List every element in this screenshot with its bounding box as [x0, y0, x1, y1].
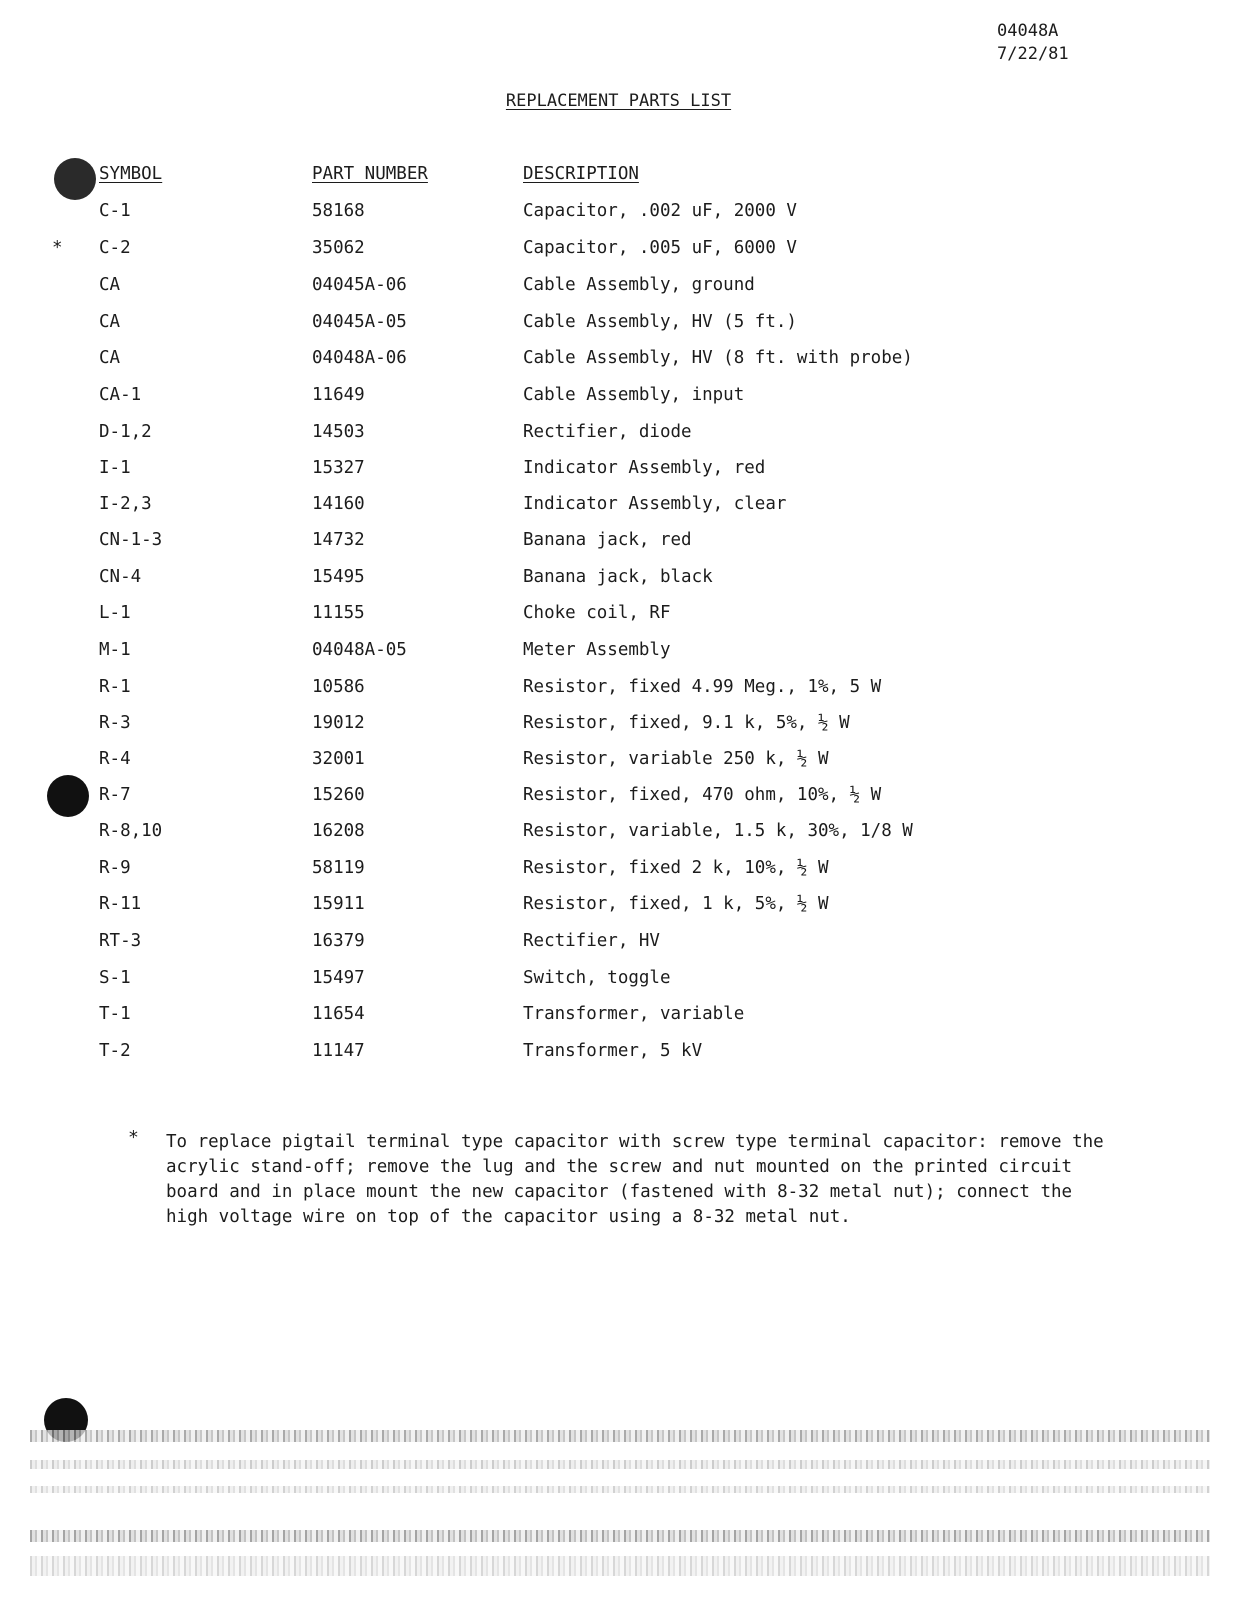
cell-symbol: T-2	[99, 1041, 131, 1061]
cell-symbol: CA	[99, 312, 121, 332]
table-row	[0, 528, 1237, 552]
table-row	[0, 856, 1237, 880]
cell-description: Transformer, 5 kV	[523, 1041, 703, 1061]
cell-part-number: 32001	[312, 749, 365, 769]
cell-part-number: 04048A-06	[312, 348, 407, 368]
table-row	[0, 565, 1237, 589]
cell-symbol: R-3	[99, 713, 131, 733]
table-row	[0, 236, 1237, 260]
cell-description: Resistor, fixed, 1 k, 5%, ½ W	[523, 894, 829, 914]
table-row	[0, 273, 1237, 297]
cell-symbol: R-9	[99, 858, 131, 878]
table-row	[0, 310, 1237, 334]
table-row	[0, 1002, 1237, 1026]
table-header	[0, 162, 1237, 186]
cell-part-number: 11155	[312, 603, 365, 623]
cell-description: Resistor, variable, 1.5 k, 30%, 1/8 W	[523, 821, 913, 841]
page-title	[0, 91, 1237, 111]
cell-symbol: CA-1	[99, 385, 142, 405]
table-row	[0, 747, 1237, 771]
table-row	[0, 966, 1237, 990]
cell-description: Resistor, fixed 4.99 Meg., 1%, 5 W	[523, 677, 882, 697]
table-row	[0, 346, 1237, 370]
table-row	[0, 711, 1237, 735]
cell-description: Resistor, fixed, 470 ohm, 10%, ½ W	[523, 785, 882, 805]
cell-description: Indicator Assembly, red	[523, 458, 766, 478]
cell-symbol: D-1,2	[99, 422, 152, 442]
scan-artifact	[30, 1530, 1210, 1542]
cell-description: Choke coil, RF	[523, 603, 671, 623]
cell-symbol: M-1	[99, 640, 131, 660]
cell-part-number: 11147	[312, 1041, 365, 1061]
cell-symbol: L-1	[99, 603, 131, 623]
cell-description: Banana jack, red	[523, 530, 692, 550]
cell-description: Switch, toggle	[523, 968, 671, 988]
cell-part-number: 04048A-05	[312, 640, 407, 660]
cell-part-number: 04045A-06	[312, 275, 407, 295]
cell-description: Cable Assembly, HV (8 ft. with probe)	[523, 348, 913, 368]
cell-part-number: 58119	[312, 858, 365, 878]
scan-artifact	[30, 1486, 1210, 1493]
cell-part-number: 15260	[312, 785, 365, 805]
cell-symbol: CA	[99, 275, 121, 295]
cell-part-number: 11649	[312, 385, 365, 405]
document-id-block	[997, 20, 1069, 66]
cell-symbol: C-2	[99, 238, 131, 258]
cell-part-number: 14160	[312, 494, 365, 514]
table-row	[0, 199, 1237, 223]
scan-artifact	[30, 1430, 1210, 1442]
header-part-number: PART NUMBER	[312, 164, 428, 184]
scan-artifact	[30, 1460, 1210, 1469]
cell-description: Resistor, fixed, 9.1 k, 5%, ½ W	[523, 713, 850, 733]
document-number: 04048A	[997, 21, 1059, 41]
page-title-text: REPLACEMENT PARTS LIST	[505, 91, 732, 111]
cell-symbol: R-4	[99, 749, 131, 769]
cell-part-number: 16379	[312, 931, 365, 951]
cell-symbol: CA	[99, 348, 121, 368]
header-symbol: SYMBOL	[99, 164, 163, 184]
cell-description: Cable Assembly, input	[523, 385, 745, 405]
cell-symbol: S-1	[99, 968, 131, 988]
cell-description: Capacitor, .002 uF, 2000 V	[523, 201, 797, 221]
cell-symbol: CN-1-3	[99, 530, 163, 550]
cell-symbol: T-1	[99, 1004, 131, 1024]
table-row	[0, 892, 1237, 916]
cell-description: Resistor, variable 250 k, ½ W	[523, 749, 829, 769]
cell-part-number: 14732	[312, 530, 365, 550]
footnote-text: To replace pigtail terminal type capacitor with screw type terminal capacitor: remove the acrylic stand-off; remove the lug and the screw and nut mounted on the printed circuit board and in place mount the new capacitor (fastened with 8-32 metal nut); connect the high voltage wire on top of the capacitor using a 8-32 metal nut.	[166, 1132, 1104, 1227]
cell-description: Rectifier, HV	[523, 931, 660, 951]
cell-part-number: 35062	[312, 238, 365, 258]
footnote-marker: *	[128, 1127, 139, 1148]
cell-symbol: R-8,10	[99, 821, 163, 841]
cell-symbol: I-1	[99, 458, 131, 478]
cell-part-number: 15495	[312, 567, 365, 587]
cell-description: Transformer, variable	[523, 1004, 745, 1024]
table-row	[0, 675, 1237, 699]
table-row	[0, 783, 1237, 807]
cell-part-number: 16208	[312, 821, 365, 841]
cell-symbol: RT-3	[99, 931, 142, 951]
cell-symbol: R-11	[99, 894, 142, 914]
cell-part-number: 11654	[312, 1004, 365, 1024]
cell-symbol: I-2,3	[99, 494, 152, 514]
cell-part-number: 10586	[312, 677, 365, 697]
table-row	[0, 420, 1237, 444]
cell-description: Banana jack, black	[523, 567, 713, 587]
cell-part-number: 19012	[312, 713, 365, 733]
cell-description: Cable Assembly, HV (5 ft.)	[523, 312, 797, 332]
table-row	[0, 929, 1237, 953]
cell-description: Resistor, fixed 2 k, 10%, ½ W	[523, 858, 829, 878]
cell-description: Rectifier, diode	[523, 422, 692, 442]
cell-symbol: CN-4	[99, 567, 142, 587]
table-row	[0, 601, 1237, 625]
cell-description: Cable Assembly, ground	[523, 275, 755, 295]
cell-description: Indicator Assembly, clear	[523, 494, 787, 514]
cell-description: Meter Assembly	[523, 640, 671, 660]
cell-part-number: 15911	[312, 894, 365, 914]
table-row	[0, 819, 1237, 843]
cell-part-number: 15497	[312, 968, 365, 988]
table-row	[0, 456, 1237, 480]
table-row	[0, 492, 1237, 516]
table-row	[0, 383, 1237, 407]
cell-symbol: R-1	[99, 677, 131, 697]
cell-part-number: 14503	[312, 422, 365, 442]
cell-part-number: 04045A-05	[312, 312, 407, 332]
cell-part-number: 15327	[312, 458, 365, 478]
cell-description: Capacitor, .005 uF, 6000 V	[523, 238, 797, 258]
document-date: 7/22/81	[997, 44, 1069, 64]
cell-symbol: R-7	[99, 785, 131, 805]
row-mark: *	[52, 238, 63, 258]
cell-part-number: 58168	[312, 201, 365, 221]
scan-artifact	[30, 1556, 1210, 1576]
header-description: DESCRIPTION	[523, 164, 639, 184]
cell-symbol: C-1	[99, 201, 131, 221]
table-row	[0, 638, 1237, 662]
table-row	[0, 1039, 1237, 1063]
